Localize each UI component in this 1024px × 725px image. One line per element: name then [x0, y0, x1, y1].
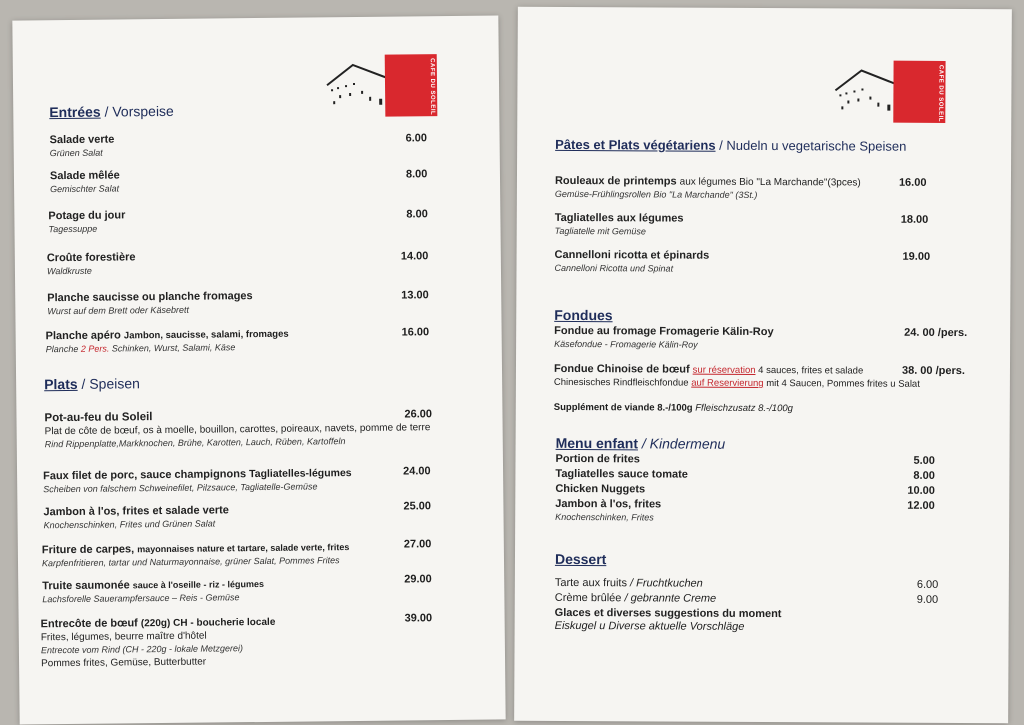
menu-item [42, 578, 264, 606]
item-translation: Rind Rippenplatte,Markknochen, Brühe, Karotten, Lauch, Rüben, Kartoffeln [44, 436, 346, 450]
item-price: 6.00 [916, 578, 939, 591]
item-name: Salade verte [49, 133, 115, 147]
item-name: Fondue au fromage Fromagerie Kälin-Roy [554, 324, 774, 339]
section-enfant [556, 435, 726, 452]
section-entrees [49, 103, 174, 120]
item-translation: Käsefondue - Fromagerie Kälin-Roy [554, 338, 698, 350]
item-name: Chicken Nuggets [555, 482, 646, 496]
item-translation: Planche [45, 343, 81, 355]
supplement-de: Ffleischzusatz 8.-/100g [692, 402, 793, 415]
item-description: aux légumes Bio "La Marchande"(3pces) [679, 176, 861, 189]
item-translation: Eiskugel u Diverse aktuelle Vorschläge [554, 619, 745, 633]
item-translation: / gebrannte Creme [621, 592, 717, 605]
item-translation: Cannelloni Ricotta und Spinat [554, 262, 674, 274]
item-name: Jambon à l'os, frites [555, 497, 662, 511]
section-fondues [554, 307, 612, 323]
item-name: Faux filet de porc, sauce champignons [43, 468, 247, 483]
item-name: Fondue Chinoise de bœuf [553, 362, 690, 376]
item-description: 4 sauces, frites et salade [755, 364, 864, 377]
item-persons: 2 Pers. [80, 343, 110, 354]
item-description: mayonnaises nature et tartare, salade verte, frites [137, 542, 350, 555]
logo-text: CAFE DU SOLEIL [428, 58, 436, 116]
item-name: Tarte aux fruits [554, 576, 628, 590]
section-title: Plats [44, 375, 78, 393]
item-translation: Wurst auf dem Brett oder Käsebrett [47, 304, 189, 317]
item-translation: Grünen Salat [49, 147, 103, 159]
menu-item [555, 577, 703, 591]
item-price: 24.00 [403, 465, 431, 478]
section-pates [555, 137, 906, 154]
item-price: 8.00 [406, 208, 428, 221]
supplement-fr: Supplément de viande 8.-/100g [553, 401, 693, 414]
item-price: 19.00 [902, 250, 931, 263]
section-title: Entrées [49, 103, 101, 121]
menu-item [47, 251, 136, 278]
item-description: sauce à l'oseille - riz - légumes [132, 578, 264, 591]
item-price: 39.00 [404, 612, 433, 625]
item-translation: Entrecote vom Rind (CH - 220g - lokale Metzgerei) [40, 643, 244, 656]
item-price: 5.00 [913, 454, 935, 467]
item-price: 14.00 [400, 250, 429, 263]
section-plats [44, 375, 140, 392]
menu-item [555, 592, 716, 606]
menu-item [50, 169, 120, 196]
item-translation: Waldkruste [46, 265, 92, 277]
reservation-note: sur réservation [692, 364, 756, 376]
item-name: Pot-au-feu du Soleil [44, 411, 153, 425]
item-name: Planche saucisse ou planche fromages [47, 290, 253, 305]
item-translation: Lachsforelle Sauerampfersauce – Reis - Gemüse [42, 592, 240, 605]
menu-item [43, 504, 229, 532]
menu-item [41, 616, 276, 670]
item-price: 16.00 [401, 326, 430, 339]
item-name: Tagliatelles sauce tomate [555, 467, 688, 481]
menu-item [48, 209, 125, 236]
item-price: 9.00 [916, 593, 939, 606]
section-subtitle: / Speisen [81, 375, 140, 392]
menu-item [43, 467, 352, 496]
item-name: Crème brûlée [554, 591, 622, 605]
menu-item [555, 212, 684, 239]
item-sides: Frites, légumes, beurre maître d'hôtel [40, 630, 207, 644]
menu-page-left [12, 15, 505, 724]
section-title: Menu enfant [555, 434, 639, 452]
item-price: 38. 00 /pers. [901, 364, 966, 378]
menu-item [46, 328, 289, 357]
menu-item [555, 498, 661, 525]
item-description: Jambon, saucisse, salami, fromages [123, 328, 289, 342]
section-dessert [555, 551, 606, 567]
item-description: (220g) CH - boucherie locale [140, 616, 276, 630]
logo-text: CAFE DU SOLEIL [937, 64, 944, 122]
item-translation-rest: mit 4 Saucen, Pommes frites u Salat [763, 378, 920, 390]
item-price: 26.00 [404, 408, 433, 421]
item-price: 27.00 [403, 538, 432, 551]
section-subtitle: / Vorspeise [104, 102, 174, 120]
item-price: 18.00 [900, 213, 929, 226]
section-title: Dessert [554, 550, 607, 568]
item-name: Croûte forestière [46, 251, 136, 265]
menu-item [555, 175, 861, 203]
menu-item [555, 607, 782, 634]
menu-item [555, 468, 688, 482]
cafe-logo [319, 54, 438, 117]
item-price: 25.00 [403, 500, 432, 513]
item-name: Truite saumonée [42, 579, 130, 593]
menu-item [554, 325, 774, 352]
section-title: Pâtes et Plats végétariens [555, 136, 716, 153]
item-name: Planche apéro [45, 329, 121, 343]
item-translation: Karpfenfritieren, tartar und Naturmayonnaise, grüner Salat, Pommes Frites [41, 555, 340, 569]
item-translation-sides: Pommes frites, Gemüse, Butterbutter [41, 656, 207, 670]
section-subtitle: / Kindermenu [641, 435, 726, 452]
item-price: 12.00 [907, 499, 935, 512]
item-price: 29.00 [404, 573, 432, 586]
item-translation: Tagessuppe [48, 223, 98, 235]
item-description: Plat de côte de bœuf, os à moelle, bouillon, carottes, poireaux, navets, pomme de terre [44, 422, 431, 438]
menu-item [42, 541, 350, 570]
logo-red-box [893, 61, 945, 123]
item-price: 13.00 [401, 289, 429, 302]
item-translation: Knochenschinken, Frites [555, 511, 654, 523]
section-subtitle: / Nudeln u vegetarische Speisen [719, 137, 907, 154]
item-name: Friture de carpes, [41, 543, 135, 557]
menu-item [44, 408, 433, 451]
item-name: Portion de frites [555, 452, 640, 466]
item-name: Potage du jour [48, 209, 126, 223]
item-name: Cannelloni ricotta et épinards [554, 248, 710, 262]
item-name: Tagliatelles aux légumes [554, 211, 684, 225]
item-translation: Gemischter Salat [50, 183, 120, 195]
item-price: 10.00 [907, 484, 935, 497]
menu-item [554, 249, 709, 276]
menu-item [554, 363, 920, 391]
cafe-logo [827, 60, 945, 123]
item-name: Rouleaux de printemps [554, 174, 677, 188]
menu-item [50, 134, 115, 161]
item-name: Salade mêlée [49, 169, 120, 183]
item-price: 6.00 [405, 132, 428, 145]
item-translation: Tagliatelle mit Gemüse [554, 225, 646, 237]
menu-item [47, 290, 253, 318]
item-translation-rest: Schinken, Wurst, Salami, Käse [109, 342, 236, 354]
item-translation: Scheiben von falschem Schweinefilet, Pilzsauce, Tagliatelle-Gemüse [43, 481, 318, 495]
item-translation: Knochenschinken, Frites und Grünen Salat [43, 518, 216, 531]
item-name: Jambon à l'os, frites et salade verte [43, 504, 229, 519]
menu-item [555, 483, 645, 496]
menu-page-right [514, 7, 1012, 724]
logo-red-box [385, 54, 438, 117]
item-translation: / Fruchtkuchen [626, 577, 703, 590]
item-name: Glaces et diverses suggestions du moment [554, 606, 782, 621]
item-translation: Chinesisches Rindfleischfondue [553, 376, 692, 389]
item-price: 8.00 [405, 168, 428, 181]
item-description: Tagliatelles-légumes [249, 467, 352, 481]
supplement-note [554, 401, 793, 415]
reservation-note-de: auf Reservierung [691, 377, 764, 390]
menu-item [555, 453, 639, 466]
item-price: 8.00 [913, 469, 935, 482]
section-title: Fondues [554, 306, 613, 324]
item-name: Entrecôte de bœuf [40, 617, 138, 631]
item-translation: Gemüse-Frühlingsrollen Bio "La Marchande" (3St.) [554, 188, 758, 200]
item-price: 16.00 [898, 176, 927, 189]
item-price: 24. 00 /pers. [904, 326, 968, 340]
